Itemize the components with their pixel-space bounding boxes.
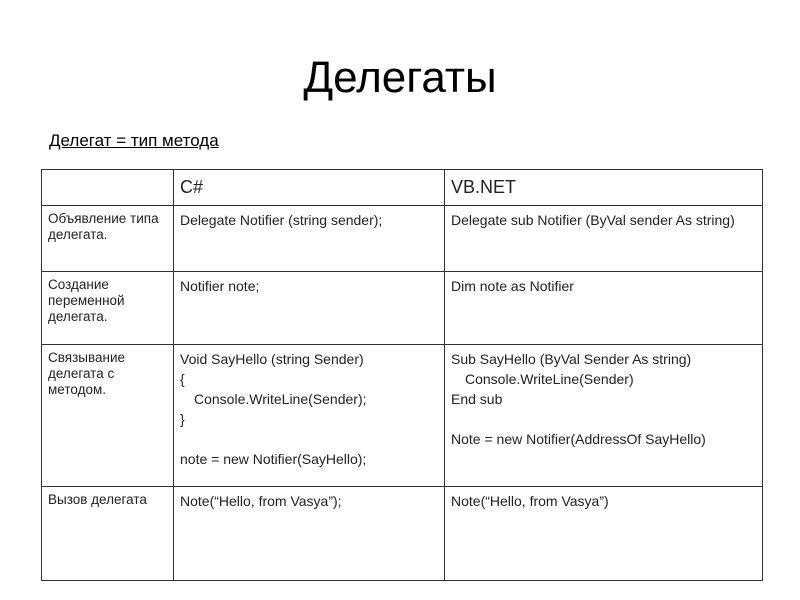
code-line: Delegate sub Notifier (ByVal sender As string) [451, 212, 735, 228]
csharp-cell [174, 272, 445, 345]
code-line: Dim note as Notifier [451, 278, 574, 294]
code-line: Delegate Notifier (string sender); [180, 212, 383, 228]
page-title: Делегаты [303, 53, 497, 102]
csharp-cell [174, 487, 445, 581]
vbnet-cell [445, 345, 763, 487]
row-label: Создание переменной делегата. [42, 272, 174, 345]
csharp-cell [174, 345, 445, 487]
code-line: { [180, 371, 185, 387]
code-blank-line [451, 409, 756, 429]
subtitle: Делегат = тип метода [49, 131, 219, 150]
vbnet-cell [445, 206, 763, 272]
code-line: Note(“Hello, from Vasya”) [451, 493, 609, 509]
code-line: Console.WriteLine(Sender); [194, 391, 367, 407]
row-label: Объявление типа делегата. [42, 206, 174, 272]
code-line: Notifier note; [180, 278, 260, 294]
table-row [42, 345, 763, 487]
vbnet-cell [445, 272, 763, 345]
header-cell-csharp: C# [174, 170, 445, 206]
comparison-table [41, 169, 763, 581]
code-line: Console.WriteLine(Sender) [465, 371, 634, 387]
code-line: Note = new Notifier(AddressOf SayHello) [451, 431, 706, 447]
vbnet-cell [445, 487, 763, 581]
code-line: note = new Notifier(SayHello); [180, 451, 367, 467]
table-row [42, 487, 763, 581]
row-label: Вызов делегата [42, 487, 174, 581]
csharp-cell [174, 206, 445, 272]
table-row [42, 272, 763, 345]
code-line: Sub SayHello (ByVal Sender As string) [451, 351, 692, 367]
code-line: Note(“Hello, from Vasya”); [180, 493, 342, 509]
code-line: End sub [451, 391, 503, 407]
table-row [42, 206, 763, 272]
code-line: Void SayHello (string Sender) [180, 351, 364, 367]
code-line: } [180, 411, 185, 427]
header-cell-vbnet: VB.NET [445, 170, 763, 206]
row-label: Связывание делегата с методом. [42, 345, 174, 487]
code-blank-line [180, 429, 438, 449]
header-cell-empty [42, 170, 174, 206]
table-header-row [42, 170, 763, 206]
